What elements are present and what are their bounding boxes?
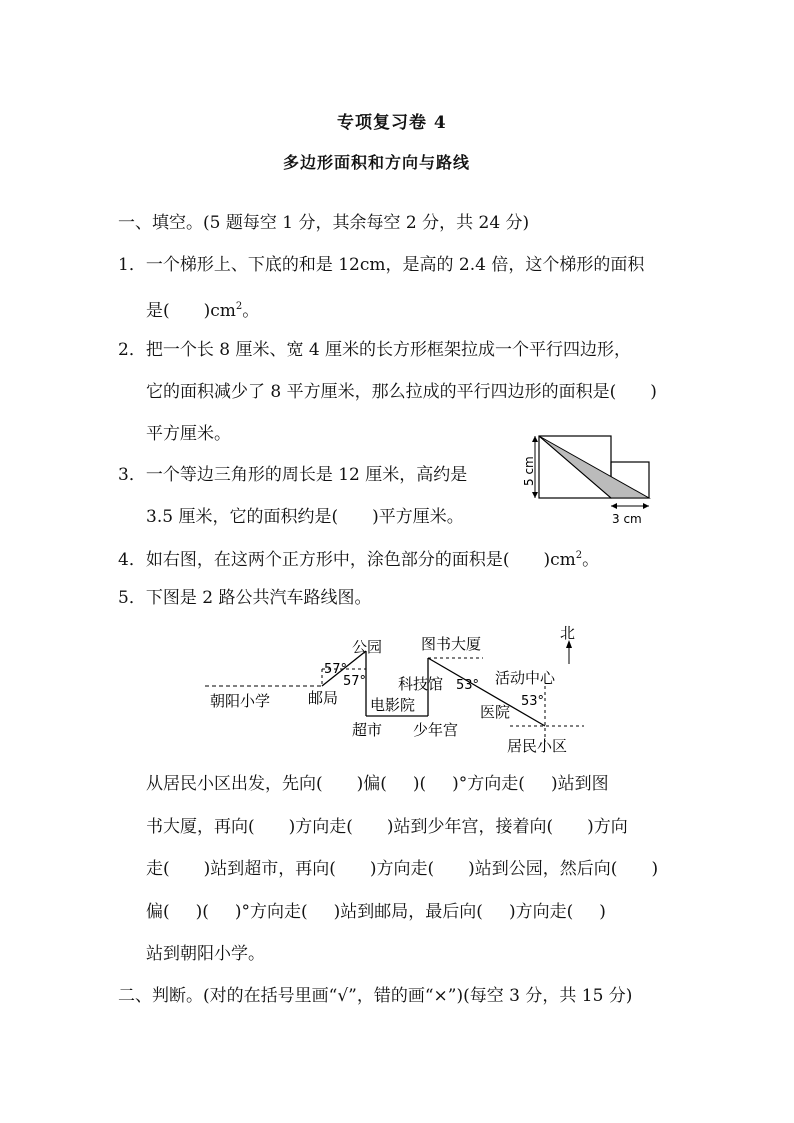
page-subtitle: 多边形面积和方向与路线 [283,153,471,172]
arrow-left-icon [611,503,617,509]
q5-line2: 书大厦，再向( )方向走( )站到少年宫，接着向( )方向 [146,817,628,837]
angle-label-57-upper: 57° [324,662,348,677]
school-label: 朝阳小学 [210,692,271,710]
q4-line: 4．如右图，在这两个正方形中，涂色部分的面积是( )$cm^2$。 [118,550,600,570]
q1-line2: 是( )$cm^2$。 [146,301,260,321]
q5-line1: 从居民小区出发，先向( )偏( )( )°方向走( )站到图 [146,774,609,794]
q2-line1: 2．把一个长 8 厘米、宽 4 厘米的长方形框架拉成一个平行四边形， [118,340,632,360]
q5-line3: 走( )站到超市，再向( )方向走( )站到公园，然后向( ) [146,859,659,879]
residence-label: 居民小区 [507,737,568,755]
q5-line5: 站到朝阳小学。 [146,944,265,964]
hospital-label: 医院 [480,703,511,721]
arrow-up-icon [532,436,538,442]
diagonal-line [539,436,611,498]
section2-heading: 二、判断。(对的在括号里画“√”，错的画“×”)(每空 3 分，共 15 分) [118,986,633,1006]
page-title: 专项复习卷 4 [337,113,447,133]
q3-line2: 3.5 厘米，它的面积约是( )平方厘米。 [146,507,464,527]
angle-label-53-residence: 53° [521,694,545,709]
route-map [200,620,600,770]
dimension-label-5cm: 5 cm [522,456,536,486]
shaded-triangle [539,436,649,498]
market-label: 超市 [352,721,383,739]
activity-center-label: 活动中心 [495,669,556,687]
q2-line3: 平方厘米。 [146,424,231,444]
angle-label-57-lower: 57° [343,674,367,689]
angle-label-53-library: 53° [456,678,480,693]
park-label: 公园 [352,638,383,656]
arrow-right-icon [643,503,649,509]
post-office-label: 邮局 [308,689,339,707]
q1-line1: 1．一个梯形上、下底的和是 12cm，是高的 2.4 倍，这个梯形的面积 [118,255,645,275]
q2-line2: 它的面积减少了 8 平方厘米，那么拉成的平行四边形的面积是( ) [146,382,657,402]
dimension-label-3cm: 3 cm [612,512,642,526]
q3-line1: 3．一个等边三角形的周长是 12 厘米，高约是 [118,465,468,485]
library-label: 图书大厦 [421,635,482,653]
museum-label: 科技馆 [398,675,444,693]
north-label: 北 [560,624,576,642]
youth-palace-label: 少年宫 [413,721,459,739]
section1-heading: 一、填空。(5 题每空 1 分，其余每空 2 分，共 24 分) [118,213,530,233]
cinema-label: 电影院 [370,696,416,714]
squares-figure [505,428,665,530]
arrow-down-icon [532,492,538,498]
q5-line4: 偏( )( )°方向走( )站到邮局，最后向( )方向走( ) [146,902,606,922]
q5-intro: 5．下图是 2 路公共汽车路线图。 [118,588,372,608]
